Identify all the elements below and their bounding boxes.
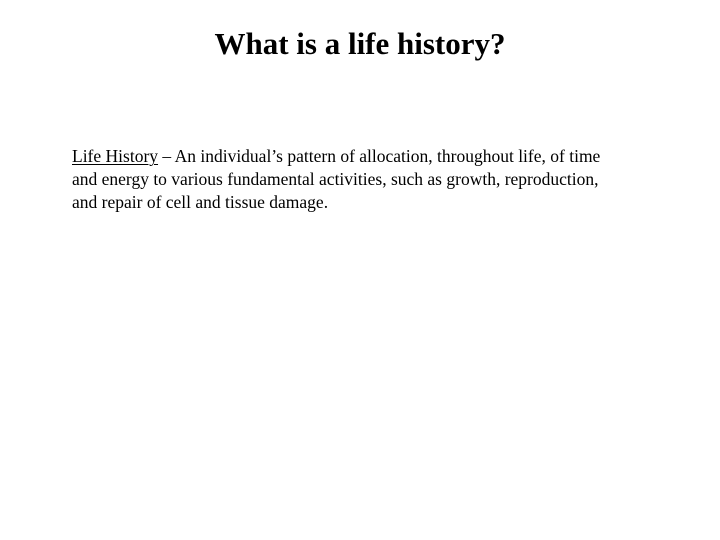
definition-line-3: and repair of cell and tissue damage. xyxy=(72,192,329,212)
definition-line-2: and energy to various fundamental activities, such as growth, reproduction, xyxy=(72,169,599,189)
slide-title: What is a life history? xyxy=(214,26,506,61)
definition-paragraph xyxy=(72,145,672,214)
definition-separator: – xyxy=(158,146,175,166)
definition-term: Life History xyxy=(72,146,159,166)
definition-line-1: An individual’s pattern of allocation, throughout life, of time xyxy=(174,146,601,166)
